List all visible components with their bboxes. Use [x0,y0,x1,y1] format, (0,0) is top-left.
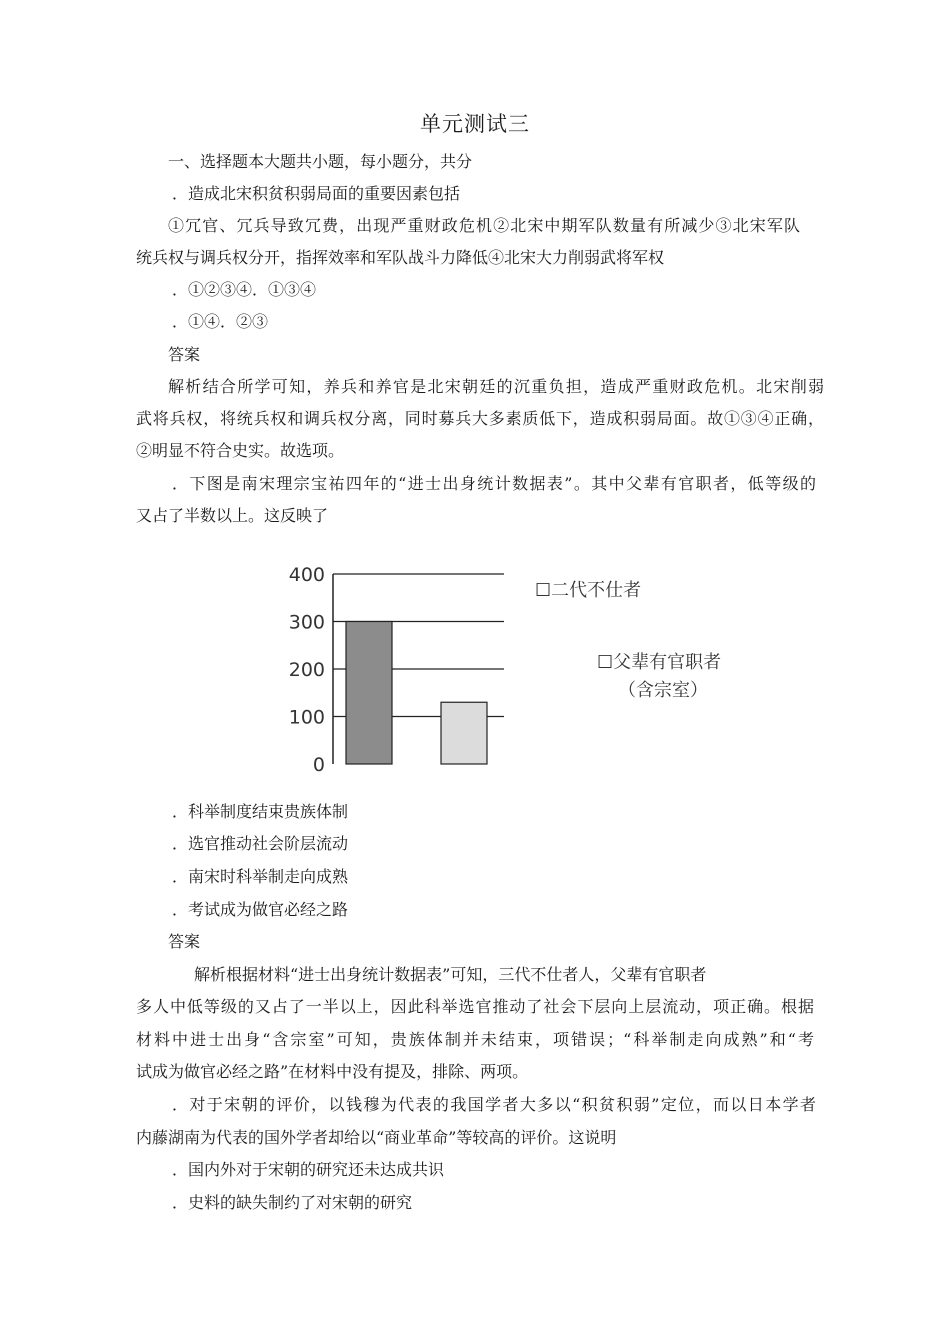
q2-explanation-line2: 多人中低等级的又占了一半以上，因此科举选官推动了社会下层向上层流动，项正确。根据 [136,997,814,1016]
q1-statement-line2: 统兵权与调兵权分开，指挥效率和军队战斗力降低④北宋大力削弱武将军权 [136,248,665,267]
q1-explanation-line3: ②明显不符合史实。故选项。 [136,441,345,460]
section-heading: 一、选择题本大题共小题，每小题分，共分 [168,152,473,171]
q1-options-cd: ．①④．②③ [172,312,269,331]
y-tick-label: 100 [288,706,325,729]
q3-stem-line2: 内藤湖南为代表的国外学者却给以“商业革命”等较高的评价。这说明 [136,1128,617,1147]
legend-item-1: ☐二代不仕者 [535,580,642,601]
q1-stem: ．造成北宋积贫积弱局面的重要因素包括 [172,184,461,203]
q2-explanation-line3: 材料中进士出身“含宗室”可知，贵族体制并未结束，项错误；“科举制走向成熟”和“考 [136,1030,814,1049]
q3-option-a: ．国内外对于宋朝的研究还未达成共识 [172,1160,445,1179]
legend-item-2: ☐父辈有官职者 [597,652,722,673]
bar-2 [441,702,487,764]
y-tick-label: 200 [288,659,325,681]
q3-stem-line1: ．对于宋朝的评价，以钱穆为代表的我国学者大多以“积贫积弱”定位，而以日本学者 [172,1095,816,1114]
bar-chart-svg [270,560,750,780]
y-tick-label: 400 [288,564,325,586]
q3-option-b: ．史料的缺失制约了对宋朝的研究 [172,1193,413,1212]
q2-option-b: ．选官推动社会阶层流动 [172,834,349,853]
q1-explanation-line2: 武将兵权，将统兵权和调兵权分离，同时募兵大多素质低下，造成积弱局面。故①③④正确， [136,409,824,428]
y-tick-label: 0 [312,754,325,776]
q2-stem-line1: ．下图是南宋理宗宝祐四年的“进士出身统计数据表”。其中父辈有官职者，低等级的 [172,474,816,493]
q2-explanation-line1: 解析根据材料“进士出身统计数据表”可知，三代不仕者人，父辈有官职者 [194,965,707,984]
q1-explanation-line1: 解析结合所学可知，养兵和养官是北宋朝廷的沉重负担，造成严重财政危机。北宋削弱 [168,377,824,396]
q2-option-a: ．科举制度结束贵族体制 [172,802,349,821]
q2-explanation-line4: 试成为做官必经之路”在材料中没有提及，排除、两项。 [136,1062,529,1081]
q2-option-d: ．考试成为做官必经之路 [172,900,349,919]
bar-1 [346,622,392,765]
legend-item-2-sub: （含宗室） [618,680,708,701]
q1-statement-line1: ①冗官、冗兵导致冗费，出现严重财政危机②北宋中期军队数量有所减少③北宋军队 [168,216,800,235]
bar-chart [270,560,750,780]
q1-answer-label: 答案 [168,345,201,364]
q2-stem-line2: 又占了半数以上。这反映了 [136,506,329,525]
y-tick-label: 300 [288,611,325,634]
q2-option-c: ．南宋时科举制走向成熟 [172,867,349,886]
q2-answer-label: 答案 [168,932,201,951]
document-title: 单元测试三 [420,112,530,136]
q1-options-ab: ．①②③④．①③④ [172,280,317,299]
